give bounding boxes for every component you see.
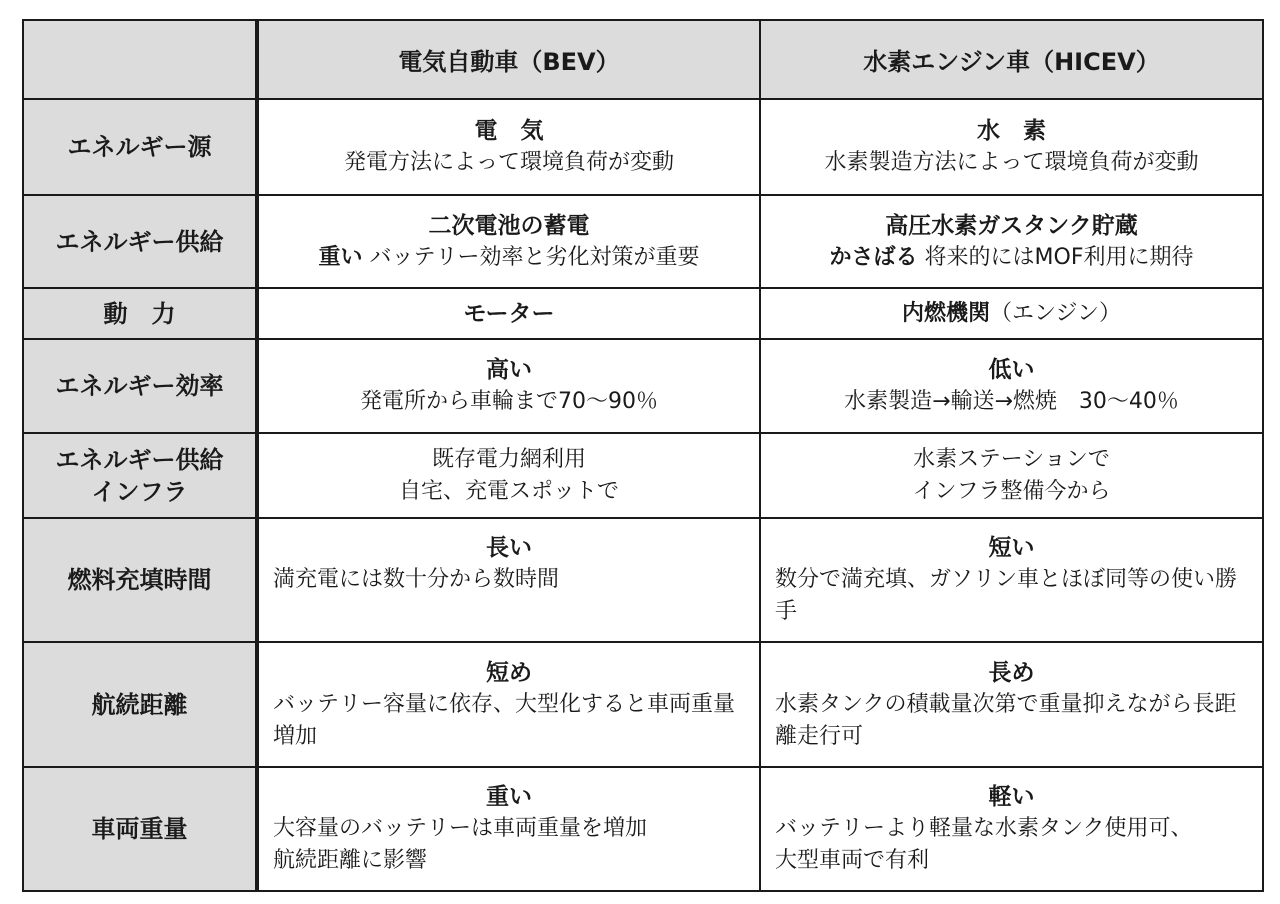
hicev-cell xyxy=(760,433,1263,518)
cell-title: 重い xyxy=(486,784,532,810)
bev-cell xyxy=(257,339,760,433)
bev-cell xyxy=(257,288,760,339)
cell-desc: 将来的にはMOF利用に期待 xyxy=(917,244,1194,270)
hicev-cell xyxy=(760,339,1263,433)
hicev-cell xyxy=(760,195,1263,288)
row-energy-supply xyxy=(23,195,1263,288)
cell-title: 内燃機関 xyxy=(902,300,991,326)
bev-cell xyxy=(257,518,760,642)
cell-desc: 発電所から車輪まで70～90％ xyxy=(360,389,658,414)
bev-cell xyxy=(257,767,760,891)
cell-desc: 満充電には数十分から数時間 xyxy=(273,567,560,592)
cell-desc: バッテリーより軽量な水素タンク使用可、 xyxy=(775,816,1193,841)
hicev-cell xyxy=(760,767,1263,891)
row-vehicle-weight xyxy=(23,767,1263,891)
hicev-cell xyxy=(760,288,1263,339)
cell-desc: 水素製造方法によって環境負荷が変動 xyxy=(824,150,1199,175)
row-label: エネルギー効率 xyxy=(23,339,257,433)
row-label: エネルギー源 xyxy=(23,99,257,195)
cell-desc: インフラ整備今から xyxy=(912,478,1111,504)
row-infrastructure xyxy=(23,433,1263,518)
cell-emphasis: かさばる xyxy=(829,244,918,270)
row-label: 航続距離 xyxy=(23,642,257,767)
cell-title: モーター xyxy=(463,300,555,327)
row-label: 車両重量 xyxy=(23,767,257,891)
bev-cell xyxy=(257,433,760,518)
hicev-cell xyxy=(760,518,1263,642)
cell-title: 軽い xyxy=(988,784,1035,810)
comparison-table xyxy=(22,19,1264,892)
row-refuel-time xyxy=(23,518,1263,642)
cell-desc-line xyxy=(259,242,759,274)
row-energy-source xyxy=(23,99,1263,195)
row-label-line: エネルギー供給 xyxy=(55,445,224,474)
cell-title: 電 気 xyxy=(474,118,544,144)
cell-title: 長め xyxy=(988,659,1035,686)
bev-cell xyxy=(257,99,760,195)
cell-emphasis: 重い xyxy=(318,244,363,270)
cell-title: 二次電池の蓄電 xyxy=(428,212,590,239)
row-power xyxy=(23,288,1263,339)
row-label: エネルギー供給 xyxy=(23,195,257,288)
cell-desc-line xyxy=(761,298,1262,330)
hicev-cell xyxy=(760,99,1263,195)
cell-desc: 大型車両で有利 xyxy=(775,848,930,873)
row-label xyxy=(23,433,257,518)
header-row xyxy=(23,20,1263,99)
cell-title: 高圧水素ガスタンク貯蔵 xyxy=(885,212,1138,239)
header-hicev: 水素エンジン車（HICEV） xyxy=(760,20,1263,99)
header-bev: 電気自動車（BEV） xyxy=(257,20,760,99)
row-range xyxy=(23,642,1263,767)
hicev-cell xyxy=(760,642,1263,767)
cell-title: 高い xyxy=(486,357,532,383)
cell-desc: 自宅、充電スポットで xyxy=(398,478,619,504)
cell-desc: 既存電力網利用 xyxy=(431,446,586,472)
cell-suffix: （エンジン） xyxy=(990,300,1121,326)
row-label: 燃料充填時間 xyxy=(23,518,257,642)
bev-cell xyxy=(257,195,760,288)
cell-desc: バッテリー容量に依存、大型化すると車両重量増加 xyxy=(273,691,736,749)
cell-title: 水 素 xyxy=(977,118,1046,144)
cell-desc-line xyxy=(761,242,1262,274)
header-corner xyxy=(23,20,257,99)
row-label: 動 力 xyxy=(23,288,257,339)
row-energy-efficiency xyxy=(23,339,1263,433)
bev-cell xyxy=(257,642,760,767)
cell-desc: 水素製造→輸送→燃焼 30～40％ xyxy=(844,389,1179,414)
cell-desc: 水素タンクの積載量次第で重量抑えながら長距離走行可 xyxy=(775,691,1237,749)
cell-title: 短め xyxy=(486,659,532,686)
cell-spacer xyxy=(259,596,759,628)
cell-desc: 数分で満充填、ガソリン車とほぼ同等の使い勝手 xyxy=(775,567,1238,624)
cell-desc: バッテリー効率と劣化対策が重要 xyxy=(362,244,700,270)
cell-desc: 発電方法によって環境負荷が変動 xyxy=(343,150,674,175)
cell-title: 短い xyxy=(988,535,1035,561)
cell-desc: 航続距離に影響 xyxy=(273,848,428,873)
cell-title: 長い xyxy=(486,535,532,561)
cell-title: 低い xyxy=(988,357,1035,383)
row-label-line: インフラ xyxy=(91,477,188,506)
cell-desc: 水素ステーションで xyxy=(913,446,1110,472)
cell-desc: 大容量のバッテリーは車両重量を増加 xyxy=(273,816,648,841)
